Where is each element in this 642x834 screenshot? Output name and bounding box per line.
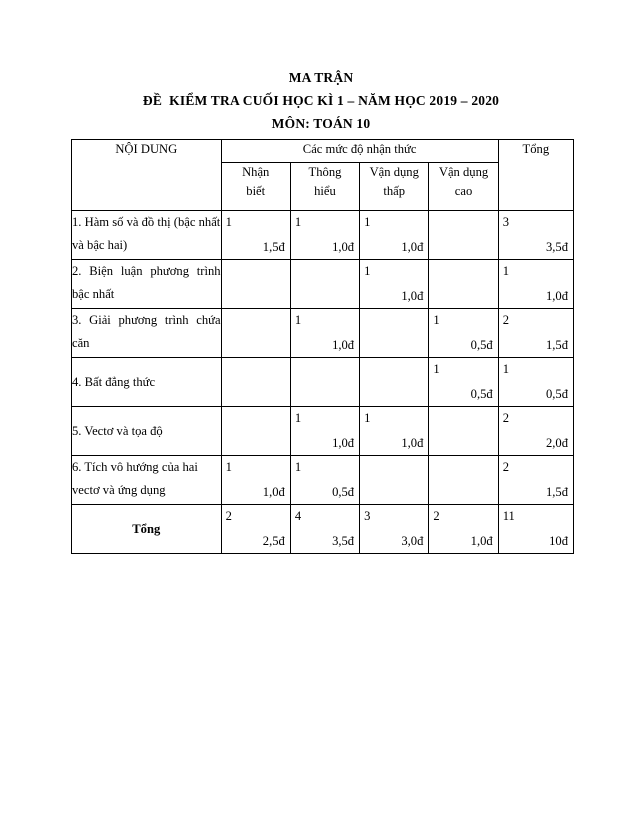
cell-count: 1: [433, 313, 440, 327]
table-header-row-1: [72, 140, 574, 163]
row-cell-nhan-biet: [221, 211, 290, 260]
cell-score: 2,5đ: [262, 534, 285, 548]
cell-score: 0,5đ: [332, 485, 355, 499]
row-cell-thong-hieu: [290, 358, 359, 407]
cell-count: 1: [364, 215, 371, 229]
total-row-label: Tổng: [72, 505, 222, 554]
cell-count: 3: [364, 509, 371, 523]
row-cell-van-dung-thap: [360, 211, 429, 260]
row-label: 6. Tích vô hướng của hai vectơ và ứng dụng: [72, 456, 222, 505]
cell-score: 1,0đ: [470, 534, 493, 548]
cell-count: 1: [502, 362, 509, 376]
header-level-van-dung-thap: [360, 163, 429, 211]
row-cell-total: [498, 456, 573, 505]
cell-count: 1: [294, 460, 302, 474]
title-line-1: MA TRẬN: [288, 70, 354, 85]
row-cell-thong-hieu: [290, 456, 359, 505]
cell-score: 3,5đ: [545, 240, 568, 254]
title-line-3: MÔN: TOÁN 10: [271, 116, 371, 131]
header-level-van-dung-cao: [429, 163, 498, 211]
row-label: 1. Hàm số và đồ thị (bậc nhất và bậc hai): [72, 211, 222, 260]
cell-score: 1,0đ: [401, 289, 424, 303]
row-label: 4. Bất đẳng thức: [72, 358, 222, 407]
cell-score: 0,5đ: [545, 387, 568, 401]
row-cell-thong-hieu: [290, 211, 359, 260]
row-cell-total: [498, 309, 573, 358]
table-row: [72, 358, 574, 407]
total-cell-nhan-biet: [221, 505, 290, 554]
row-cell-van-dung-cao: [429, 358, 498, 407]
row-cell-nhan-biet: [221, 456, 290, 505]
row-cell-van-dung-cao: [429, 309, 498, 358]
cell-score: 3,5đ: [332, 534, 355, 548]
total-cell-thong-hieu: [290, 505, 359, 554]
cell-count: 1: [294, 313, 302, 327]
row-cell-van-dung-cao: [429, 260, 498, 309]
row-cell-van-dung-thap: [360, 407, 429, 456]
row-cell-total: [498, 211, 573, 260]
table-row: [72, 211, 574, 260]
cell-count: 1: [364, 411, 371, 425]
cell-score: 1,5đ: [545, 485, 568, 499]
cell-score: 0,5đ: [470, 387, 493, 401]
cell-score: 1,0đ: [332, 240, 355, 254]
cell-count: 1: [225, 215, 232, 229]
cell-count: 1: [294, 411, 302, 425]
total-cell-grand-total: [498, 505, 573, 554]
cell-count: 1: [364, 264, 371, 278]
row-cell-nhan-biet: [221, 407, 290, 456]
row-cell-thong-hieu: [290, 407, 359, 456]
row-cell-van-dung-cao: [429, 211, 498, 260]
row-label: 3. Giải phương trình chứa căn: [72, 309, 222, 358]
cell-count: 2: [502, 411, 509, 425]
cell-score: 1,0đ: [332, 436, 355, 450]
cell-count: 1: [502, 264, 509, 278]
table-row: [72, 260, 574, 309]
row-cell-nhan-biet: [221, 260, 290, 309]
row-cell-total: [498, 407, 573, 456]
total-cell-van-dung-cao: [429, 505, 498, 554]
table-row: [72, 309, 574, 358]
exam-matrix-table: [71, 139, 574, 554]
header-level-line1: Thông: [308, 165, 342, 180]
header-level-nhan-biet: [221, 163, 290, 211]
cell-count: 3: [502, 215, 509, 229]
cell-count: 1: [433, 362, 440, 376]
row-cell-thong-hieu: [290, 260, 359, 309]
row-cell-van-dung-cao: [429, 407, 498, 456]
cell-count: 2: [502, 313, 509, 327]
cell-count: 1: [294, 215, 302, 229]
header-content: NỘI DUNG: [72, 140, 222, 211]
row-cell-thong-hieu: [290, 309, 359, 358]
cell-count: 11: [502, 509, 515, 523]
header-level-line1: Vận dụng: [369, 165, 419, 180]
header-level-line1: Vận dụng: [438, 165, 489, 180]
row-cell-total: [498, 358, 573, 407]
row-cell-van-dung-thap: [360, 260, 429, 309]
row-label: 5. Vectơ và tọa độ: [72, 407, 222, 456]
cell-score: 1,0đ: [401, 436, 424, 450]
document-title-block: [0, 66, 642, 135]
cell-score: 1,0đ: [545, 289, 568, 303]
cell-count: 2: [225, 509, 232, 523]
table-row: [72, 407, 574, 456]
cell-score: 10đ: [549, 534, 568, 548]
row-label: 2. Biện luận phương trình bậc nhất: [72, 260, 222, 309]
header-level-line2: cao: [454, 184, 473, 199]
header-level-line1: Nhận: [242, 165, 270, 180]
row-cell-van-dung-thap: [360, 456, 429, 505]
cell-score: 0,5đ: [470, 338, 493, 352]
cell-score: 1,0đ: [401, 240, 424, 254]
cell-score: 2,0đ: [545, 436, 568, 450]
header-levels-group: Các mức độ nhận thức: [221, 140, 498, 163]
title-line-2: ĐỀ KIỂM TRA CUỐI HỌC KÌ 1 – NĂM HỌC 2019 – 2020: [142, 93, 500, 108]
row-cell-nhan-biet: [221, 358, 290, 407]
header-total: Tổng: [498, 140, 573, 211]
row-cell-van-dung-thap: [360, 358, 429, 407]
header-level-line2: thấp: [383, 184, 406, 199]
row-cell-nhan-biet: [221, 309, 290, 358]
table-total-row: [72, 505, 574, 554]
row-cell-total: [498, 260, 573, 309]
cell-count: 4: [294, 509, 302, 523]
row-cell-van-dung-thap: [360, 309, 429, 358]
cell-score: 1,0đ: [332, 338, 355, 352]
header-level-line2: biết: [246, 184, 266, 199]
cell-count: 2: [433, 509, 440, 523]
cell-score: 1,5đ: [545, 338, 568, 352]
row-cell-van-dung-cao: [429, 456, 498, 505]
cell-score: 3,0đ: [401, 534, 424, 548]
header-level-thong-hieu: [290, 163, 359, 211]
total-cell-van-dung-thap: [360, 505, 429, 554]
cell-count: 1: [225, 460, 232, 474]
table-row: [72, 456, 574, 505]
cell-score: 1,0đ: [262, 485, 285, 499]
cell-count: 2: [502, 460, 509, 474]
header-level-line2: hiểu: [314, 184, 336, 199]
cell-score: 1,5đ: [262, 240, 285, 254]
